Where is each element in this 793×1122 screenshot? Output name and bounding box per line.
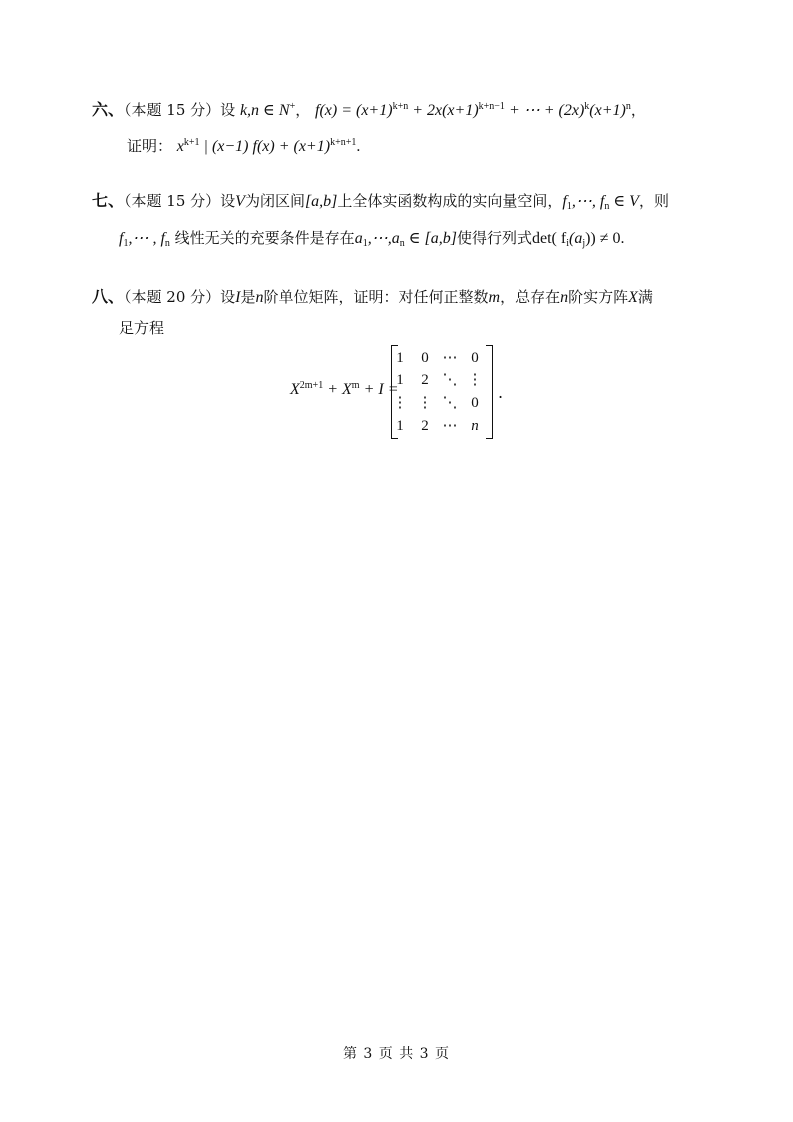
problem-6-number: 六、 [92,100,125,119]
problem-7-line-2: $f_1,\cdots$ , $f_n$ 线性无关的充要条件是存在$a_1,\cdots,a_n$ ∈ [a,b]使得行列式det( $f_i(a_j)) \ne 0$. [119,229,625,249]
matrix-cell-r2-c3: ⋱ [442,372,458,388]
problem-8-line-2: 足方程 [119,319,165,337]
problem-7-line-1: 七、（本题 15 分）设V为闭区间[a,b]上全体实函数构成的实向量空间，$f_1,\cdots$, $f_n$ ∈ V，则 [92,191,669,212]
problem-8-line-1: 八、（本题 20 分）设I是n阶单位矩阵，证明：对任何正整数m，总存在n阶实方阵X满 [92,287,653,306]
problem-7-function-list: $f_1,\cdots$, $f_n$ ∈ V [562,193,639,212]
problem-7-points: （本题 15 分） [124,192,221,210]
matrix-cell-r2-c1: 1 [396,372,404,388]
problem-8-number: 八、 [92,287,125,306]
problem-7-number: 七、 [92,191,125,210]
problem-6-prove-statement: $x^{k+1}$ | (x−1) $f(x) + (x+1)^{k+n+1}$. [176,137,361,155]
problem-6-line-2 [127,136,360,157]
matrix-cell-r3-c3: ⋱ [442,395,458,411]
problem-6-set-cond: k,n ∈ N [239,102,290,119]
page-footer: 第 3 页 共 3 页 [342,1046,451,1062]
problem-6-function-definition: $f(x) = (x+1)^{k+n} + 2x(x+1)^{k+n-1}$ + ⋯ + $(2x)^k(x+1)^n$ [315,101,631,119]
problem-8-matrix-equation [290,345,520,440]
problem-7-var-v: V [235,193,245,210]
problem-7-determinant: det( $f_i(a_j)) \ne 0$. [532,230,625,249]
matrix-cell-r1-c4: 0 [471,350,479,366]
problem-8-points: （本题 20 分） [124,288,221,306]
problem-6-sep: ， [295,101,311,119]
matrix-cell-r3-c4: 0 [471,395,479,411]
matrix-right-bracket [486,345,493,439]
problem-6-points: （本题 15 分） [124,101,221,119]
problem-6-line-1: 六、（本题 15 分）设 k,n ∈ N+， $f(x) = (x+1)^{k+n} + 2x(x+1)^{k+n-1}$ + ⋯ + $(2x)^k(x+1)^n$， [92,100,646,119]
matrix-cell-r1-c1: 1 [396,350,404,366]
problem-6-intro: 设 [220,101,236,119]
matrix-cell-r3-c1: ⋮ [392,395,408,411]
matrix-cell-r4-c2: 2 [421,418,429,434]
matrix-cell-r4-c4: n [471,418,479,434]
problem-7-interval: [a,b] [304,193,338,210]
matrix-cell-r2-c2: 2 [421,372,429,388]
equation-left-side: $X^{2m+1} + X^m + I$ = [290,380,399,398]
equation-end: . [498,383,504,402]
matrix-cell-r1-c3: ⋯ [442,350,458,366]
matrix-cell-r2-c4: ⋮ [467,372,483,388]
matrix-cell-r4-c3: ⋯ [442,418,458,434]
matrix-cell-r1-c2: 0 [421,350,429,366]
matrix-cell-r4-c1: 1 [396,418,404,434]
matrix-cell-r3-c2: ⋮ [417,395,433,411]
problem-6-set-sup: + [289,101,296,112]
problem-6-prove-label: 证明： [127,137,173,155]
